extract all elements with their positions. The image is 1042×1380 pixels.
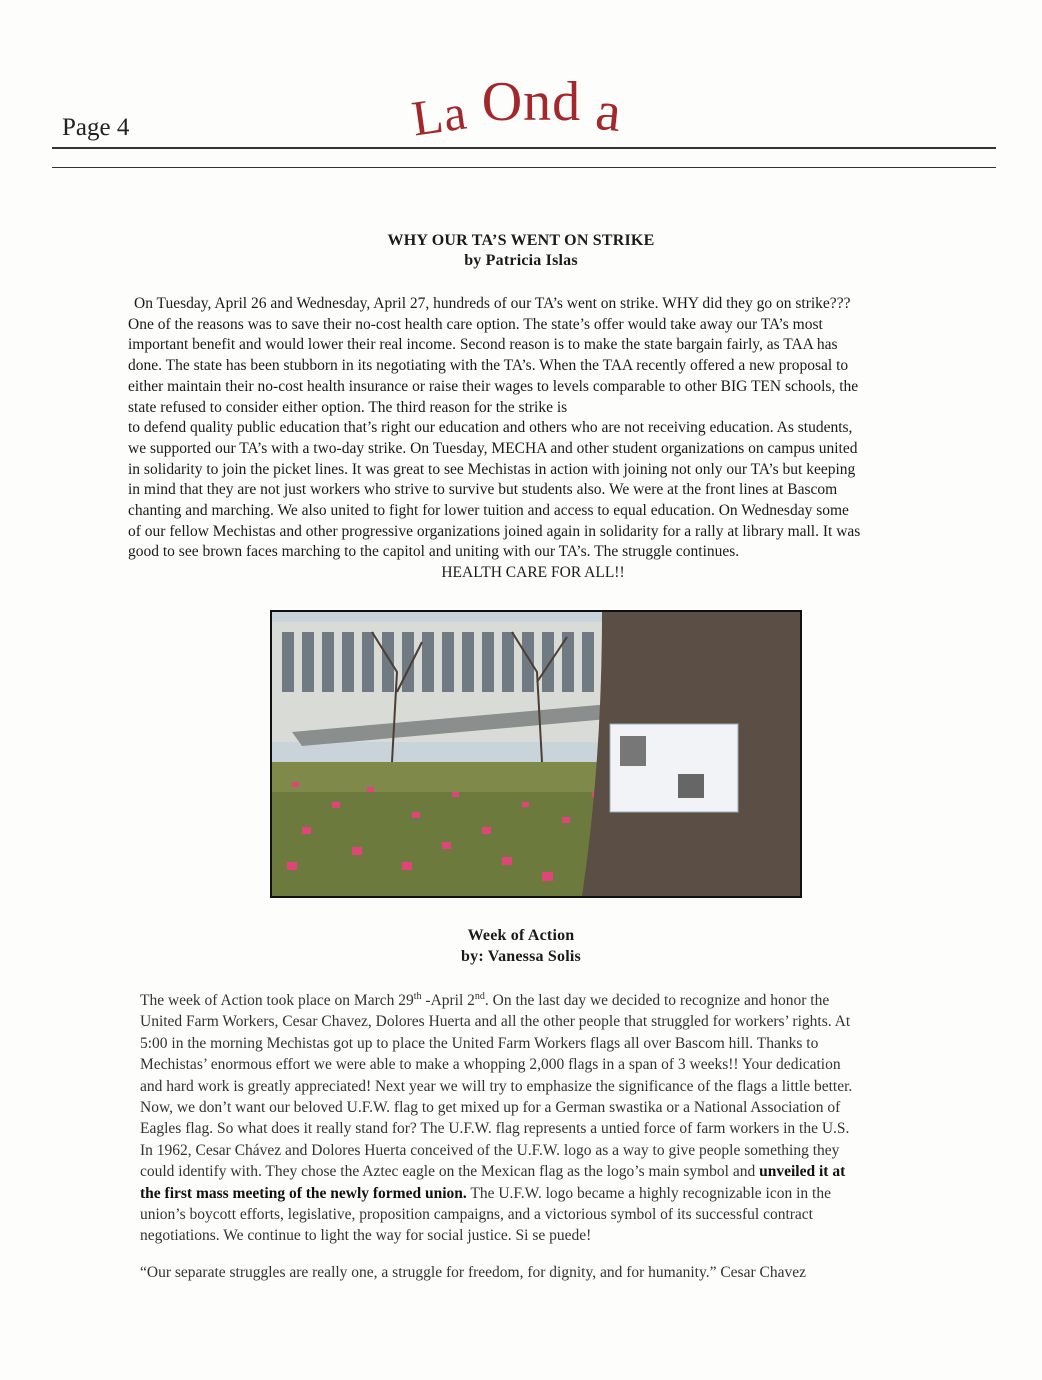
article1-line: state refused to consider either option. The third reason for the strike is xyxy=(128,398,568,416)
bold-text: the first mass meeting of the newly formed union. xyxy=(140,1184,467,1202)
article2-line xyxy=(140,1161,960,1182)
masthead-part-2: Ond xyxy=(481,71,582,133)
superscript: nd xyxy=(474,990,485,1002)
article1-line: good to see brown faces marching to the capitol and uniting with our TA’s. The struggle continues. xyxy=(128,543,740,561)
article2-line: 5:00 in the morning Mechistas got up to place the United Farm Workers flags all over Bascom hill. Thanks to xyxy=(140,1034,819,1052)
article2-line: Eagles flag. So what does it really stand for? The U.F.W. flag represents a untied force of farm workers in the U.S. xyxy=(140,1120,850,1138)
header-rule-thin xyxy=(52,167,996,168)
article1-body xyxy=(128,294,968,584)
article1-line: to defend quality public education that’s right our education and others who are not receiving education. As students, xyxy=(128,419,853,437)
masthead-part-3: a xyxy=(593,79,626,145)
article1-line: either maintain their no-cost health insurance or raise their wages to levels comparable to other BIG TEN schools, the xyxy=(128,377,859,395)
text: . On the last day we decided to recognize and honor the xyxy=(484,992,830,1009)
text: The U.F.W. logo became a highly recognizable icon in the xyxy=(466,1184,831,1202)
masthead-part-1: La xyxy=(408,83,471,147)
article1-line: On Tuesday, April 26 and Wednesday, April 27, hundreds of our TA’s went on strike. WHY did they go on strike??? xyxy=(134,295,851,312)
article2-line: union’s boycott efforts, legislative, proposition campaigns, and a victorious symbol of its successful contract xyxy=(140,1206,813,1224)
cesar-chavez-quote: “Our separate struggles are really one, a struggle for freedom, for dignity, and for humanity.” Cesar Chavez xyxy=(140,1264,806,1281)
article1-closing: HEALTH CARE FOR ALL!! xyxy=(441,564,625,582)
article2-line: Now, we don’t want our beloved U.F.W. flag to get mixed up for a German swastika or a National Association of xyxy=(140,1099,841,1117)
article1-line: chanting and marching. We also united to fight for lower tuition and access to equal education. On Wednesday some xyxy=(128,502,849,520)
article1-line: in solidarity to join the picket lines. It was great to see Mechistas in action with joining not only our TA’s but keeping xyxy=(128,460,856,478)
page-number: Page 4 xyxy=(62,114,130,141)
strike-photo xyxy=(270,610,802,898)
masthead-logo xyxy=(408,71,626,147)
article1-byline: by Patricia Islas xyxy=(464,252,578,269)
article2-line xyxy=(140,990,960,1011)
text: The week of Action took place on March 29 xyxy=(140,992,414,1009)
article2-line: In 1962, Cesar Chávez and Dolores Huerta conceived of the U.F.W. logo as a way to give people something they xyxy=(140,1141,840,1159)
text: -April 2 xyxy=(421,992,475,1009)
article2-line: and hard work is greatly appreciated! Next year we will try to emphasize the significance of the flags a little better. xyxy=(140,1077,853,1095)
article2-title: Week of Action xyxy=(467,927,575,944)
article2-line: negotiations. We continue to light the way for social justice. Si se puede! xyxy=(140,1227,592,1245)
article2-body xyxy=(140,990,960,1247)
header-rule xyxy=(52,147,996,149)
article1-line: important benefit and would lower their real income. Second reason is to make the state bargain fairly, as TAA has xyxy=(128,336,838,354)
article2-line xyxy=(140,1183,960,1204)
article1-line: of our fellow Mechistas and other progressive organizations joined again in solidarity for a rally at library mall. It was xyxy=(128,522,861,540)
article1-line: One of the reasons was to save their no-cost health care option. The state’s offer would take away our TA’s most xyxy=(128,315,823,333)
article2-line: United Farm Workers, Cesar Chavez, Dolores Huerta and all the other people that struggled for workers’ rights. At xyxy=(140,1013,851,1031)
superscript: th xyxy=(413,990,422,1002)
bold-text: unveiled it at xyxy=(759,1163,846,1181)
article1-line: in mind that they are not just workers who strive to survive but students also. We were at the front lines at Bascom xyxy=(128,481,838,499)
photo-illustration xyxy=(272,612,800,896)
article2-byline: by: Vanessa Solis xyxy=(461,948,581,965)
article1-line: we supported our TA’s with a two-day strike. On Tuesday, MECHA and other student organizations on campus united xyxy=(128,439,858,457)
text: could identify with. They chose the Aztec eagle on the Mexican flag as the logo’s main symbol and xyxy=(140,1163,760,1181)
article1-title: WHY OUR TA’S WENT ON STRIKE xyxy=(387,232,655,249)
article2-line: Mechistas’ enormous effort we were able to make a whopping 2,000 flags in a span of 3 weeks!! Your dedication xyxy=(140,1056,841,1074)
article1-line: done. The state has been stubborn in its negotiating with the TA’s. When the TAA recently offered a new proposal to xyxy=(128,357,849,375)
